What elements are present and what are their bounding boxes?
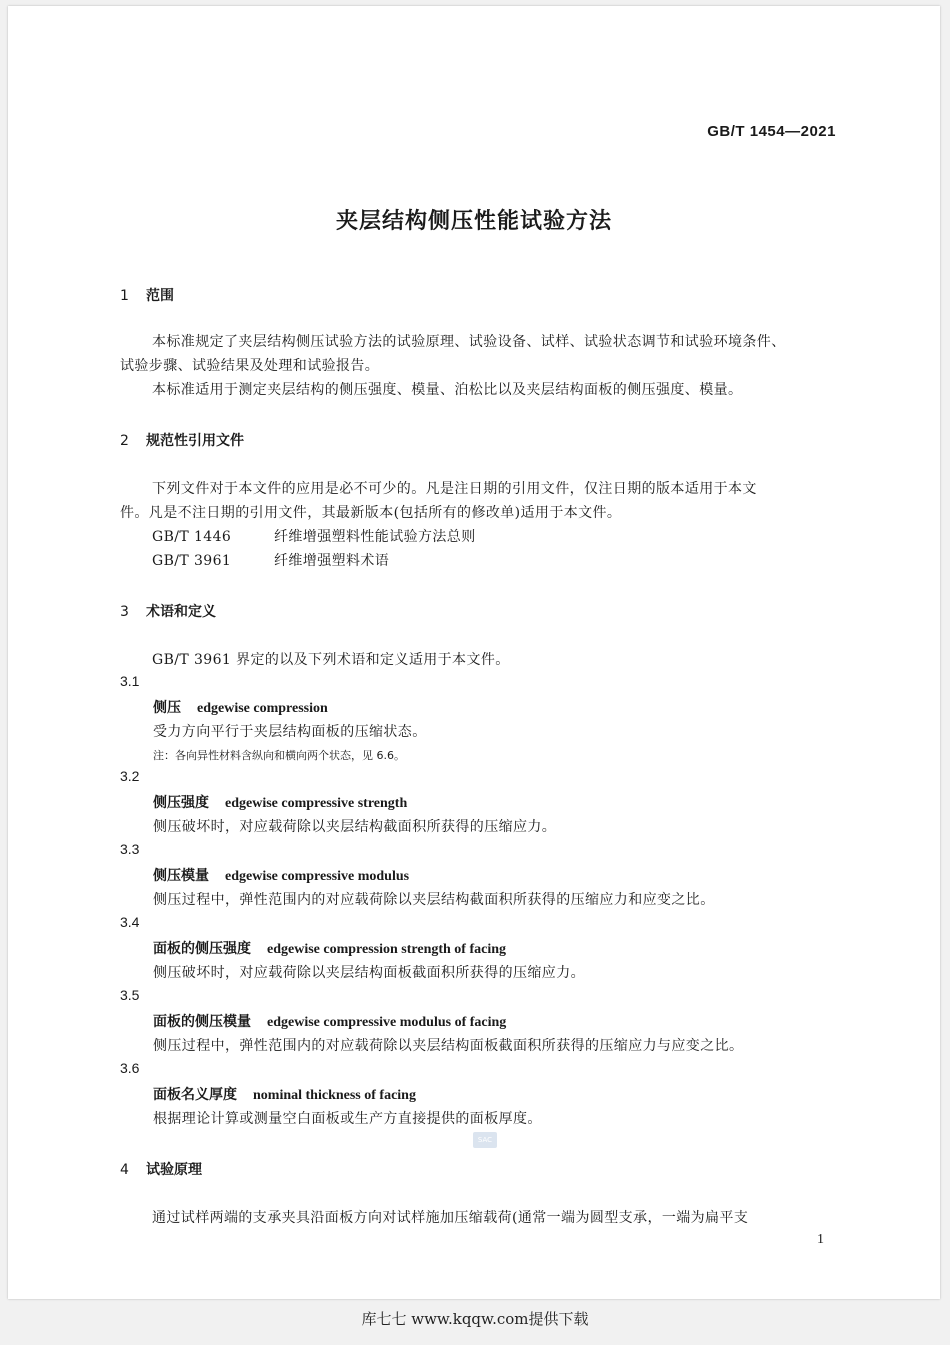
section-number: 3	[120, 604, 129, 620]
term-note: 注：各向异性材料含纵向和横向两个状态，见 6.6。	[153, 749, 405, 762]
section-heading-4	[120, 1159, 202, 1179]
page-number: 1	[817, 1232, 824, 1247]
reference-title: 纤维增强塑料术语	[274, 553, 390, 569]
term-heading	[153, 792, 407, 812]
term-zh: 面板的侧压强度	[153, 941, 251, 957]
term-number: 3.6	[120, 1060, 140, 1076]
section-heading-2	[120, 430, 244, 450]
term-en: edgewise compression	[197, 701, 328, 716]
term-zh: 面板的侧压模量	[153, 1014, 251, 1030]
section-title: 试验原理	[146, 1162, 202, 1178]
term-heading	[153, 697, 328, 717]
reference-item	[152, 550, 389, 570]
section-heading-3	[120, 601, 216, 621]
reference-item	[152, 526, 476, 546]
term-heading	[153, 1084, 416, 1104]
document-page	[8, 6, 940, 1299]
term-zh: 侧压	[153, 700, 181, 716]
term-definition: 根据理论计算或测量空白面板或生产方直接提供的面板厚度。	[153, 1111, 542, 1127]
term-definition: 侧压破坏时，对应载荷除以夹层结构面板截面积所获得的压缩应力。	[153, 965, 585, 981]
term-heading	[153, 1011, 506, 1031]
reference-title: 纤维增强塑料性能试验方法总则	[274, 529, 476, 545]
paragraph: 通过试样两端的支承夹具沿面板方向对试样施加压缩载荷(通常一端为圆型支承，一端为扁平支	[152, 1210, 749, 1226]
reference-code: GB/T 1446	[152, 529, 232, 545]
term-number: 3.4	[120, 914, 140, 930]
term-en: edgewise compressive modulus of facing	[267, 1015, 507, 1030]
paragraph: 本标准规定了夹层结构侧压试验方法的试验原理、试验设备、试样、试验状态调节和试验环境条件、	[152, 334, 786, 350]
term-number: 3.2	[120, 768, 140, 784]
section-title: 范围	[146, 288, 174, 304]
term-en: edgewise compressive modulus	[225, 869, 410, 884]
paragraph: 下列文件对于本文件的应用是必不可少的。凡是注日期的引用文件，仅注日期的版本适用于本文	[152, 481, 757, 497]
term-heading	[153, 938, 506, 958]
section-title: 规范性引用文件	[146, 433, 244, 449]
term-definition: 受力方向平行于夹层结构面板的压缩状态。	[153, 724, 427, 740]
paragraph-continuation: 试验步骤、试验结果及处理和试验报告。	[120, 358, 380, 374]
section-number: 2	[120, 433, 129, 449]
section-number: 4	[120, 1162, 129, 1178]
term-number: 3.1	[120, 673, 140, 689]
document-title: 夹层结构侧压性能试验方法	[335, 209, 612, 234]
paragraph-continuation: 件。凡是不注日期的引用文件，其最新版本(包括所有的修改单)适用于本文件。	[120, 505, 622, 521]
term-zh: 侧压模量	[153, 868, 209, 884]
section-heading-1	[120, 285, 174, 305]
reference-code: GB/T 3961	[152, 553, 232, 569]
watermark-stamp: SAC	[473, 1132, 497, 1148]
term-definition: 侧压过程中，弹性范围内的对应载荷除以夹层结构截面积所获得的压缩应力和应变之比。	[153, 892, 715, 908]
term-definition: 侧压过程中，弹性范围内的对应载荷除以夹层结构面板截面积所获得的压缩应力与应变之比。	[153, 1038, 744, 1054]
paragraph: GB/T 3961 界定的以及下列术语和定义适用于本文件。	[152, 652, 510, 668]
standard-code: GB/T 1454—2021	[707, 123, 836, 140]
paragraph: 本标准适用于测定夹层结构的侧压强度、模量、泊松比以及夹层结构面板的侧压强度、模量。	[152, 382, 743, 398]
term-en: edgewise compression strength of facing	[267, 942, 507, 957]
download-footer: 库七七 www.kqqw.com提供下载	[361, 1310, 589, 1328]
term-en: nominal thickness of facing	[253, 1088, 416, 1103]
term-number: 3.3	[120, 841, 140, 857]
term-en: edgewise compressive strength	[225, 796, 408, 811]
section-number: 1	[120, 288, 129, 304]
section-title: 术语和定义	[146, 604, 216, 620]
term-definition: 侧压破坏时，对应载荷除以夹层结构截面积所获得的压缩应力。	[153, 819, 557, 835]
term-heading	[153, 865, 409, 885]
term-zh: 面板名义厚度	[153, 1087, 237, 1103]
term-number: 3.5	[120, 987, 140, 1003]
term-zh: 侧压强度	[153, 795, 209, 811]
